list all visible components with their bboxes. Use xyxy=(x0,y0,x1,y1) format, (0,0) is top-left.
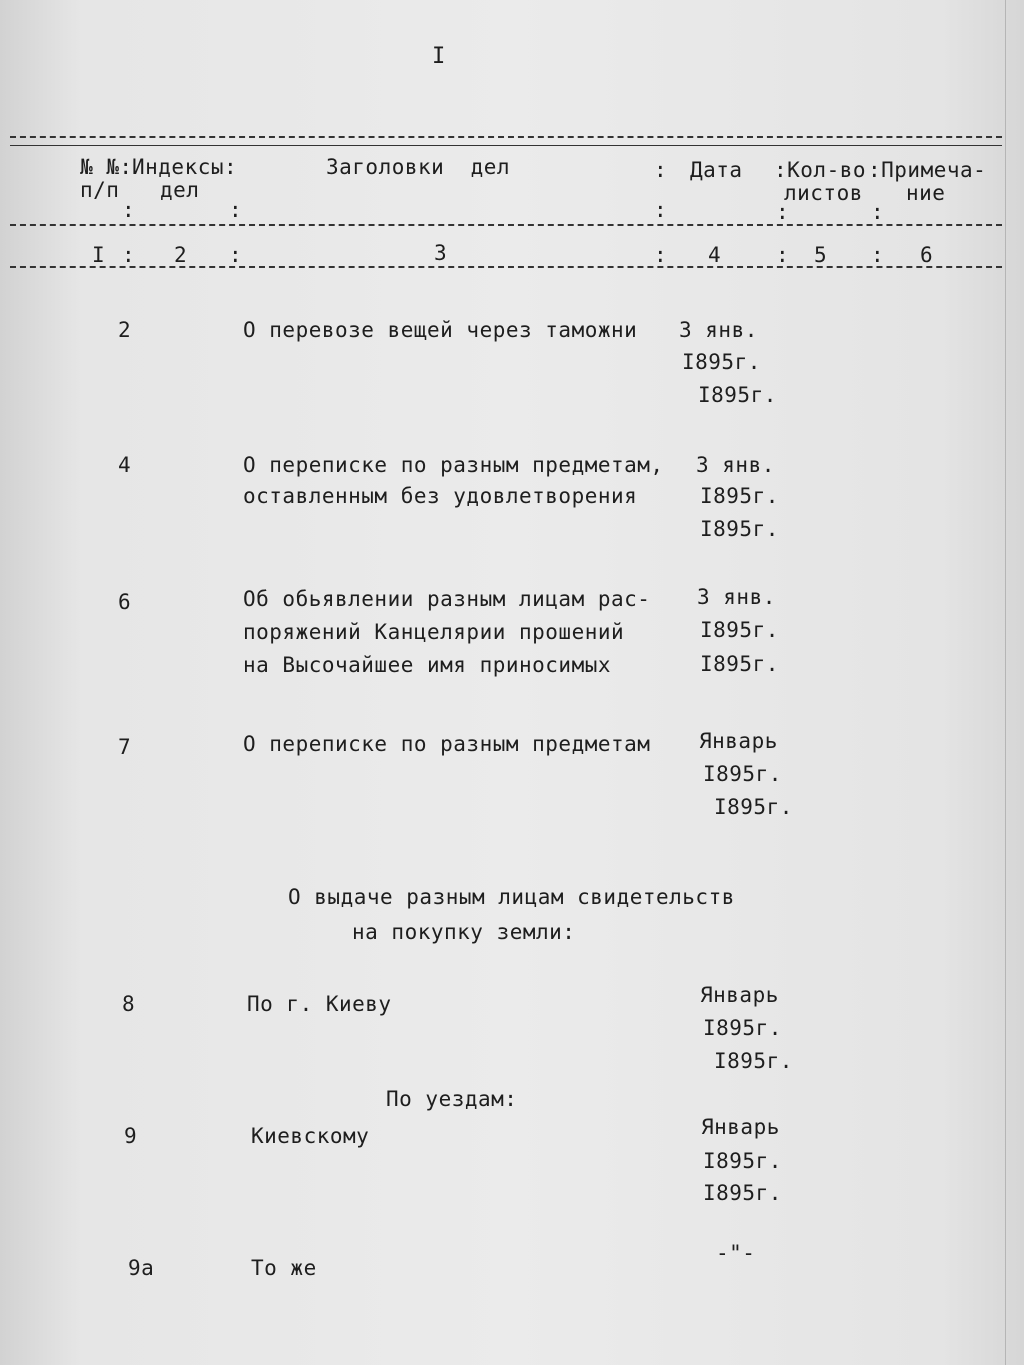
entry-date-line: 3 янв. xyxy=(697,585,776,609)
header-colon: : xyxy=(229,198,242,222)
column-number: 2 xyxy=(174,243,188,267)
header-col1-line1: № №: xyxy=(80,155,133,179)
entry-number: 7 xyxy=(118,735,132,759)
header-col2-line2: дел xyxy=(160,178,200,202)
entry-date-line: I895г. xyxy=(703,1016,782,1040)
entry-date-line: 3 янв. xyxy=(696,453,775,477)
entry-date-line: I895г. xyxy=(682,350,761,374)
column-number: 5 xyxy=(814,243,828,267)
header-colon: : xyxy=(776,200,789,224)
entry-title-line: О перевозе вещей через таможни xyxy=(243,318,638,342)
entry-title-line: О переписке по разным предметам, xyxy=(243,453,664,477)
header-colon: : xyxy=(122,198,135,222)
entry-date-ditto: -"- xyxy=(716,1241,756,1265)
column-numbers-bottom-rule xyxy=(10,266,1002,268)
column-number-colon: : xyxy=(776,243,789,267)
column-number: I xyxy=(92,243,106,267)
header-bottom-rule xyxy=(10,224,1002,226)
column-number: 3 xyxy=(434,241,448,265)
entry-date-line: I895г. xyxy=(703,1181,782,1205)
column-number: 6 xyxy=(920,243,934,267)
entry-date-line: Январь xyxy=(701,1115,780,1139)
entry-date-line: I895г. xyxy=(700,484,779,508)
entry-date-line: I895г. xyxy=(698,383,777,407)
entry-date-line: I895г. xyxy=(703,762,782,786)
subsection-heading: По уездам: xyxy=(386,1087,518,1111)
entry-date-line: I895г. xyxy=(714,1049,793,1073)
section-heading-line: О выдаче разным лицам свидетельств xyxy=(288,885,735,909)
column-number-colon: : xyxy=(654,243,667,267)
header-colon: : xyxy=(654,198,667,222)
header-colon: : xyxy=(654,158,667,182)
header-col6-line1: :Примеча- xyxy=(868,158,987,182)
entry-title: То же xyxy=(251,1256,317,1280)
header-col2-line1: Индексы: xyxy=(132,155,238,179)
header-col6-line2: ние xyxy=(906,181,946,205)
header-colon: : xyxy=(871,200,884,224)
entry-date-line: I895г. xyxy=(714,795,793,819)
entry-date-line: I895г. xyxy=(700,618,779,642)
entry-number: 9а xyxy=(128,1256,155,1280)
section-heading-line: на покупку земли: xyxy=(352,920,576,944)
entry-title: По г. Киеву xyxy=(247,992,392,1016)
entry-title-line: на Высочайшее имя приносимых xyxy=(243,653,612,677)
entry-title-line: поряжений Канцелярии прошений xyxy=(243,620,625,644)
entry-date-line: I895г. xyxy=(700,652,779,676)
column-number-colon: : xyxy=(229,243,242,267)
entry-date-line: 3 янв. xyxy=(679,318,758,342)
entry-date-line: I895г. xyxy=(703,1149,782,1173)
entry-date-line: Январь xyxy=(699,729,778,753)
entry-title: Киевскому xyxy=(251,1124,370,1148)
column-number: 4 xyxy=(708,243,722,267)
header-col5-line1: :Кол-во xyxy=(774,158,867,182)
column-number-colon: : xyxy=(871,243,884,267)
header-second-rule xyxy=(10,145,1002,146)
header-col5-line2: листов xyxy=(784,181,863,205)
header-col3: Заголовки дел xyxy=(326,155,511,179)
page-number: I xyxy=(432,44,446,69)
entry-title-line: О переписке по разным предметам xyxy=(243,732,651,756)
header-top-rule xyxy=(10,136,1002,138)
entry-title-line: оставленным без удовлетворения xyxy=(243,484,638,508)
column-number-colon: : xyxy=(122,243,135,267)
entry-number: 2 xyxy=(118,318,132,342)
entry-number: 6 xyxy=(118,590,132,614)
entry-date-line: I895г. xyxy=(700,517,779,541)
entry-number: 8 xyxy=(122,992,136,1016)
header-col4: Дата xyxy=(690,158,743,182)
header-col1-line2: п/п xyxy=(80,178,120,202)
entry-number: 4 xyxy=(118,453,132,477)
entry-date-line: Январь xyxy=(700,983,779,1007)
entry-number: 9 xyxy=(124,1124,138,1148)
entry-title-line: Об обьявлении разным лицам рас- xyxy=(243,587,651,611)
